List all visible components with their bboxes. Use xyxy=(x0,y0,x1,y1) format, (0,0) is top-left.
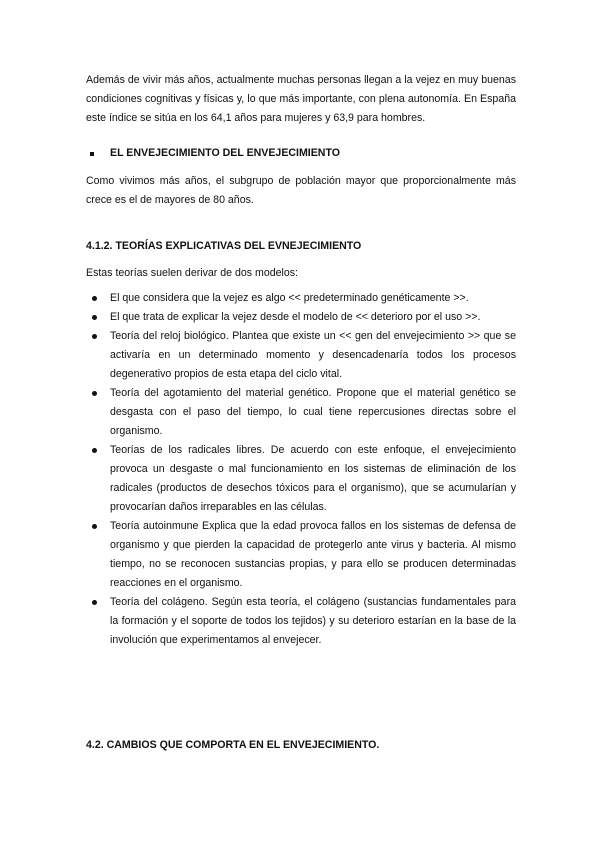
bullet-dot-icon xyxy=(92,600,97,605)
bullet-heading: EL ENVEJECIMIENTO DEL ENVEJECIMIENTO xyxy=(110,147,340,159)
list-item: Teoría del colágeno. Según esta teoría, el colágeno (sustancias fundamentales para la formación y el soporte de todos los tejidos) y su deterioro estarían en la base de la involución que experimentamos al envejecer. xyxy=(86,593,516,650)
document-page xyxy=(86,71,516,650)
list-item: Teoría del agotamiento del material genético. Propone que el material genético se desgasta con el paso del tiempo, lo cual tiene repercusiones directas sobre el organismo. xyxy=(86,384,516,441)
list-item: Teorías de los radicales libres. De acuerdo con este enfoque, el envejecimiento provoca un desgaste o mal funcionamiento en los sistemas de eliminación de los radicales (productos de desechos tóxicos para el organismo), que se acumularían y provocarían daños irreparables en las células. xyxy=(86,441,516,517)
bullet-heading-row xyxy=(86,144,516,163)
list-item: El que trata de explicar la vejez desde el modelo de << deterioro por el uso >>. xyxy=(86,308,516,327)
theories-list xyxy=(86,289,516,650)
square-bullet-icon xyxy=(90,152,94,156)
lead-paragraph: Estas teorías suelen derivar de dos modelos: xyxy=(86,267,298,279)
section-title: 4.1.2. TEORÍAS EXPLICATIVAS DEL EVNEJECIMIENTO xyxy=(86,240,362,252)
bullet-dot-icon xyxy=(92,524,97,529)
next-section-title: 4.2. CAMBIOS QUE COMPORTA EN EL ENVEJECIMIENTO. xyxy=(86,739,380,751)
bullet-dot-icon xyxy=(92,315,97,320)
bullet-dot-icon xyxy=(92,334,97,339)
bullet-dot-icon xyxy=(92,448,97,453)
list-item: El que considera que la vejez es algo << predeterminado genéticamente >>. xyxy=(86,289,516,308)
population-paragraph: Como vivimos más años, el subgrupo de población mayor que proporcionalmente más crece es el de mayores de 80 años. xyxy=(86,175,516,206)
intro-paragraph: Además de vivir más años, actualmente muchas personas llegan a la vejez en muy buenas condiciones cognitivas y físicas y, lo que más importante, con plena autonomía. En España este índice se sitúa en los 64,1 años para mujeres y 63,9 para hombres. xyxy=(86,74,516,124)
list-item: Teoría autoinmune Explica que la edad provoca fallos en los sistemas de defensa de organismo y que pierden la capacidad de protegerlo ante virus y bacteria. Al mismo tiempo, no se reconocen sustancias propias, y para ello se producen determinadas reacciones en el organismo. xyxy=(86,517,516,593)
bullet-dot-icon xyxy=(92,296,97,301)
bullet-dot-icon xyxy=(92,391,97,396)
list-item: Teoría del reloj biológico. Plantea que existe un << gen del envejecimiento >> que se activaría en un determinado momento y desencadenaría todos los procesos degenerativo propios de esta etapa del ciclo vital. xyxy=(86,327,516,384)
